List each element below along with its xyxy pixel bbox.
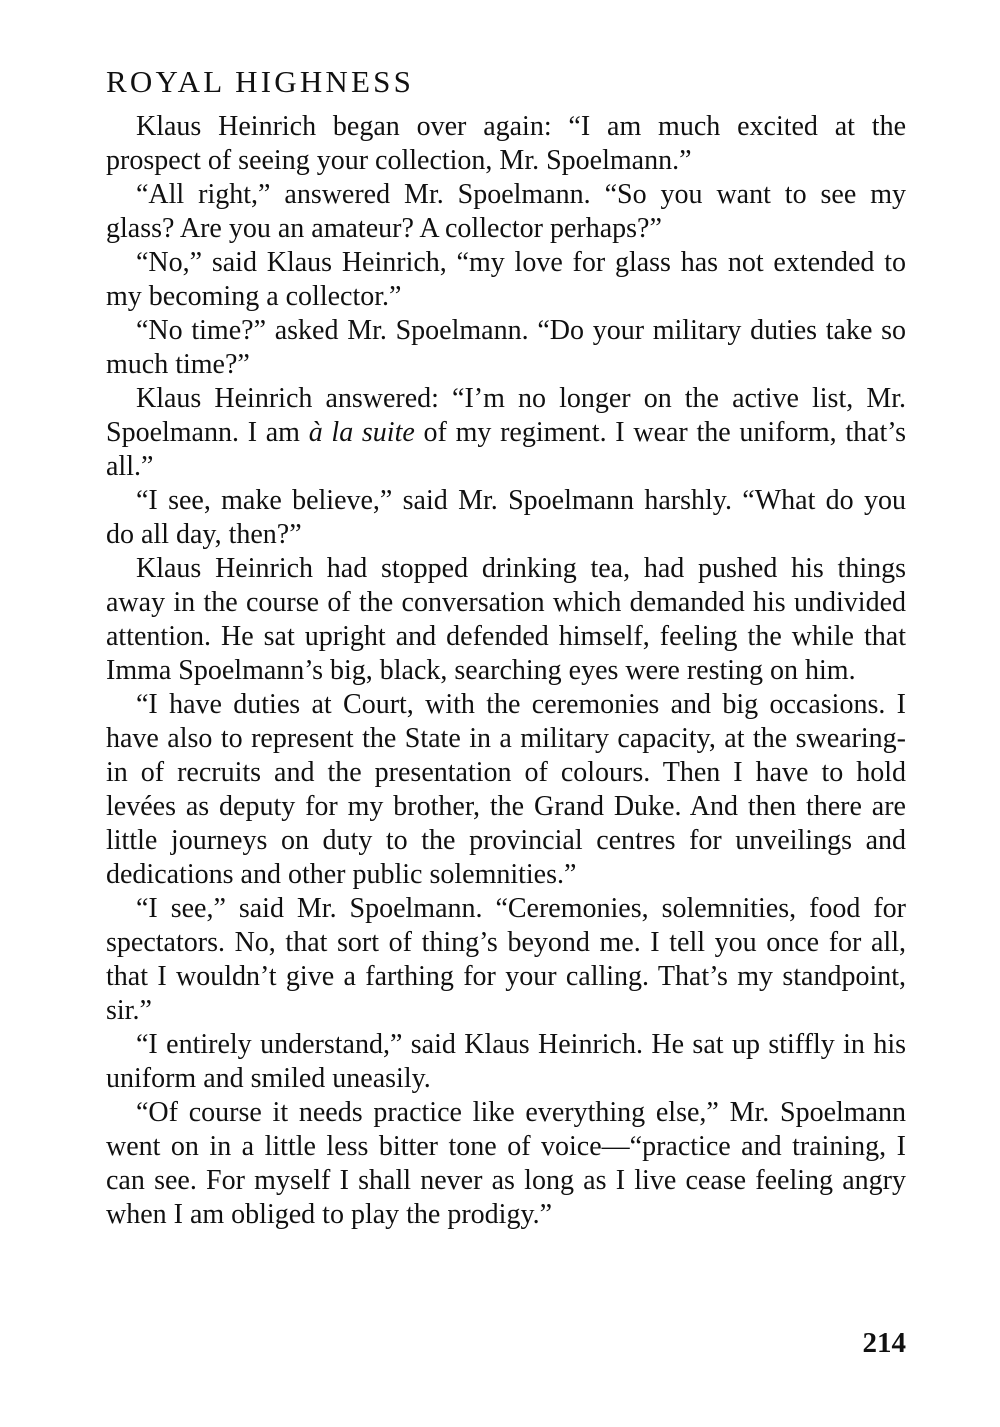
paragraph: “All right,” answered Mr. Spoelmann. “So you want to see my glass? Are you an amateur? A collector perhaps?” xyxy=(106,179,906,244)
paragraph: “I have duties at Court, with the ceremonies and big occasions. I have also to represent the State in a military capacity, at the swearing-in of recruits and the presentation of colours. Then I have to hold levées as deputy for my brother, the Grand Duke. And then there are little journeys on duty to the provincial centres for unveilings and dedications and other public solemnities.” xyxy=(106,689,906,890)
paragraph: “No time?” asked Mr. Spoelmann. “Do your military duties take so much time?” xyxy=(106,315,906,380)
paragraph: “I see, make believe,” said Mr. Spoelmann harshly. “What do you do all day, then?” xyxy=(106,485,906,550)
paragraph: “Of course it needs practice like everything else,” Mr. Spoelmann went on in a little less bitter tone of voice—“practice and training, I can see. For myself I shall never as long as I live cease feeling angry when I am obliged to play the prodigy.” xyxy=(106,1097,906,1230)
running-title: ROYAL HIGHNESS xyxy=(106,64,415,99)
paragraph: “I see,” said Mr. Spoelmann. “Ceremonies, solemnities, food for spectators. No, that sort of thing’s beyond me. I tell you once for all, that I wouldn’t give a farthing for your calling. That’s my standpoint, sir.” xyxy=(106,893,906,1026)
italic-phrase: à la suite xyxy=(308,417,415,448)
paragraph: “I entirely understand,” said Klaus Heinrich. He sat up stiffly in his uniform and smiled uneasily. xyxy=(106,1029,906,1094)
paragraph: Klaus Heinrich had stopped drinking tea, had pushed his things away in the course of the conversation which demanded his undivided attention. He sat upright and defended himself, feeling the while that Imma Spoelmann’s big, black, searching eyes were resting on him. xyxy=(106,553,906,686)
paragraph xyxy=(106,382,906,484)
paragraph-text: Klaus Heinrich answered: “I’m no longer on the active list, Mr. Spoelmann. I am xyxy=(106,383,906,448)
paragraph-text: of my regiment. I wear the uniform, that’s all.” xyxy=(106,417,906,482)
body-text xyxy=(106,110,906,1232)
paragraph: Klaus Heinrich began over again: “I am much excited at the prospect of seeing your collection, Mr. Spoelmann.” xyxy=(106,111,906,176)
page-number: 214 xyxy=(862,1327,906,1359)
paragraph: “No,” said Klaus Heinrich, “my love for glass has not extended to my becoming a collector.” xyxy=(106,247,906,312)
